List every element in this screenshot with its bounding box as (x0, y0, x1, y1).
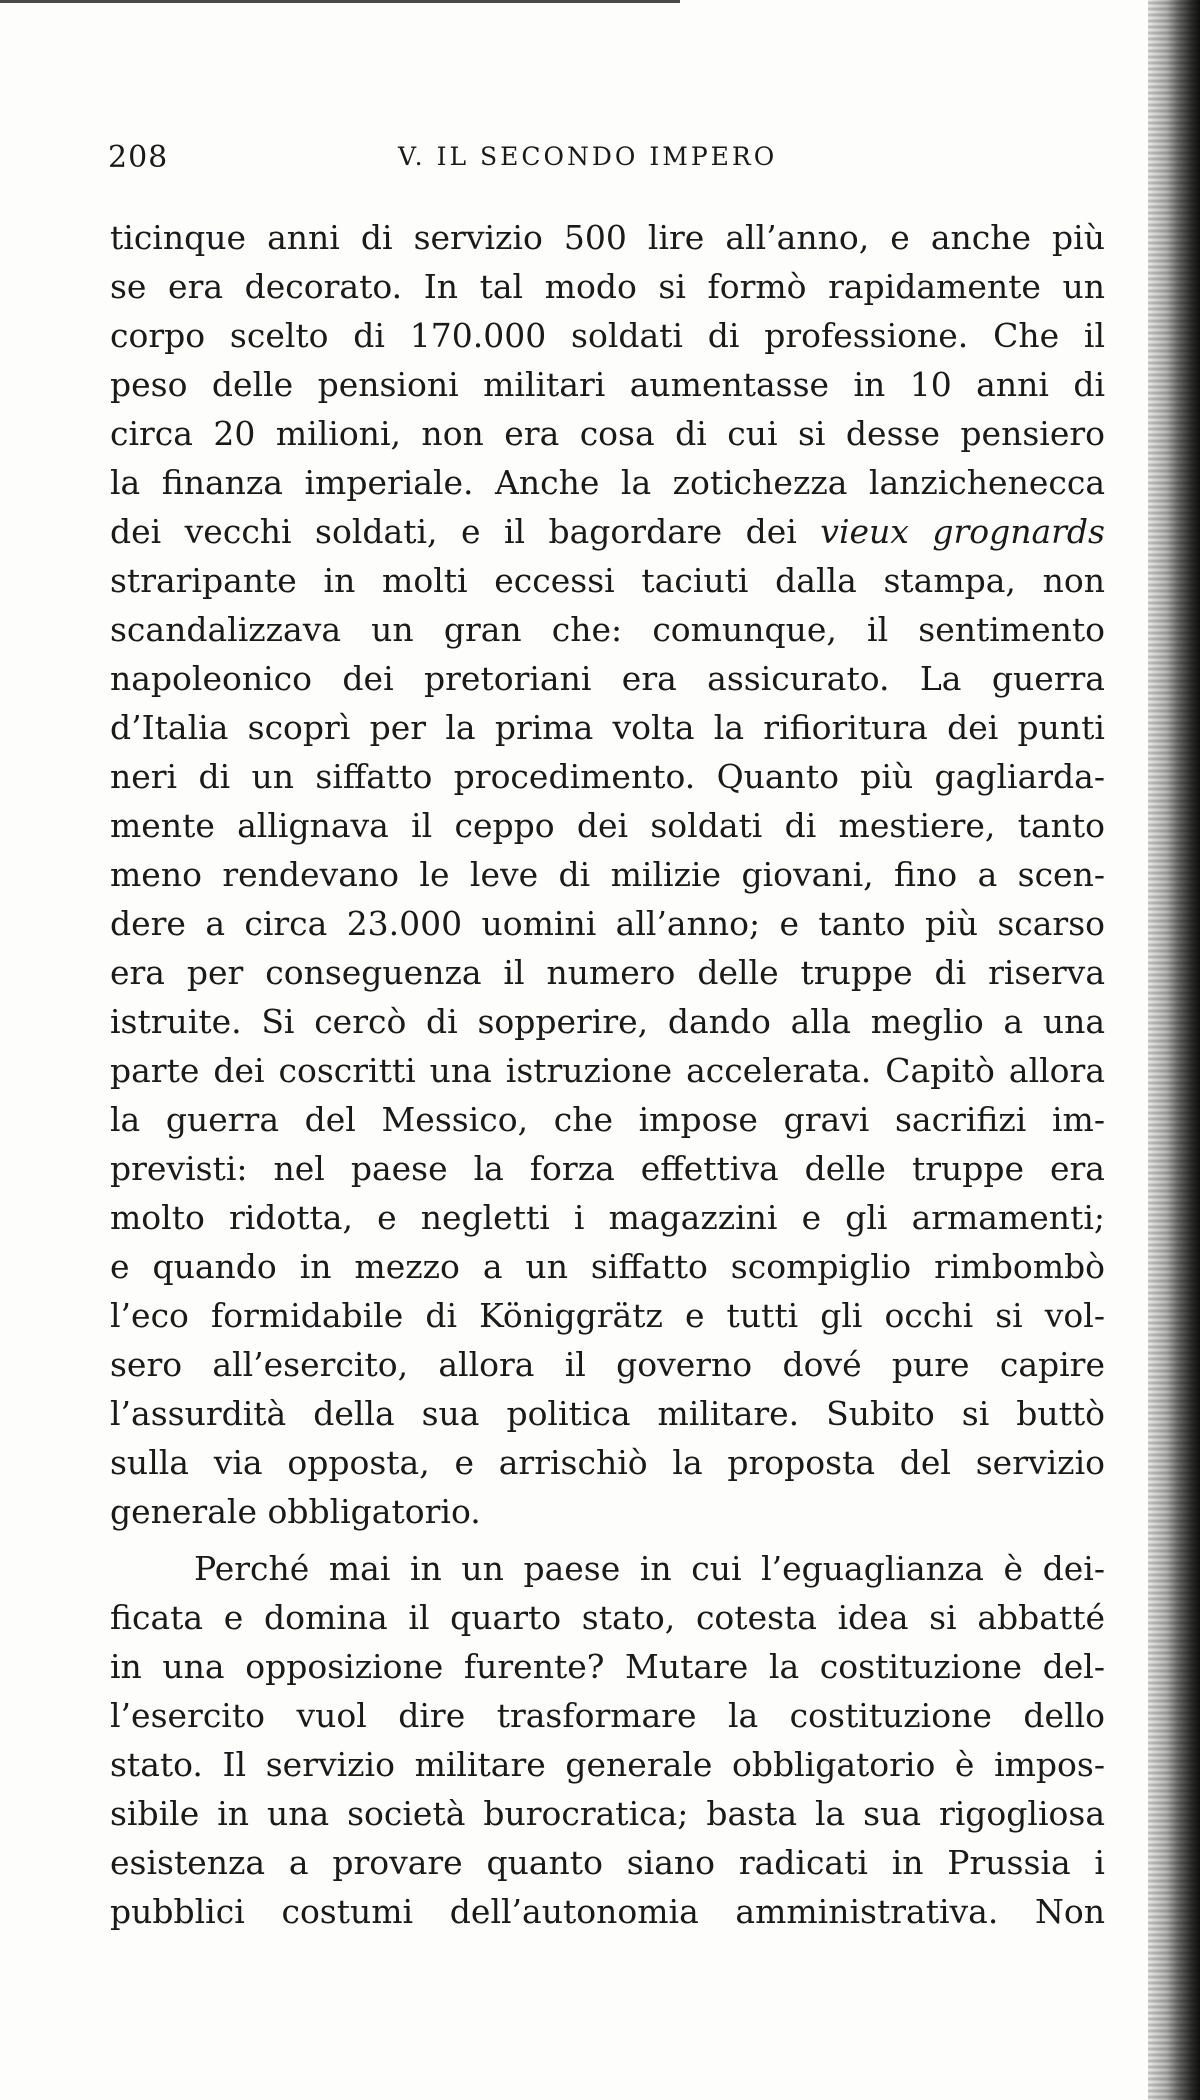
text-line: in una opposizione furente? Mutare la costituzione del- (110, 1647, 1105, 1686)
italic-phrase: vieux grognards (820, 512, 1105, 551)
text-line: d’Italia scoprì per la prima volta la rifioritura dei punti (110, 708, 1105, 747)
text-line: la finanza imperiale. Anche la zotichezza lanzichenecca (110, 463, 1105, 502)
text-line: e quando in mezzo a un siffatto scompiglio rimbombò (110, 1247, 1105, 1286)
text-line: sero all’esercito, allora il governo dové pure capire (110, 1345, 1105, 1384)
text-line: generale obbligatorio. (110, 1492, 481, 1531)
text-line: istruite. Si cercò di sopperire, dando alla meglio a una (110, 1002, 1105, 1041)
body-text (110, 213, 1105, 1936)
text-line-with-italic (110, 507, 1105, 556)
text-line: corpo scelto di 170.000 soldati di professione. Che il (110, 316, 1105, 355)
text-line: la guerra del Messico, che impose gravi sacrifizi im- (110, 1100, 1105, 1139)
text-line: stato. Il servizio militare generale obbligatorio è impos- (110, 1745, 1105, 1784)
text-line: sibile in una società burocratica; basta la sua rigogliosa (110, 1794, 1105, 1833)
text-line: molto ridotta, e negletti i magazzini e gli armamenti; (110, 1198, 1105, 1237)
running-head: V. IL SECONDO IMPERO (398, 142, 778, 171)
page-number: 208 (108, 140, 169, 175)
paragraph-gap (110, 1536, 1105, 1544)
text-line: se era decorato. In tal modo si formò rapidamente un (110, 267, 1105, 306)
text-line: l’eco formidabile di Königgrätz e tutti gli occhi si vol- (110, 1296, 1105, 1335)
text-line: l’assurdità della sua politica militare. Subito si buttò (110, 1394, 1105, 1433)
text-line: parte dei coscritti una istruzione accelerata. Capitò allora (110, 1051, 1105, 1090)
text-line: straripante in molti eccessi taciuti dalla stampa, non (110, 561, 1105, 600)
text-line: dere a circa 23.000 uomini all’anno; e tanto più scarso (110, 904, 1105, 943)
page-header (108, 140, 1108, 180)
text-line: meno rendevano le leve di milizie giovani, fino a scen- (110, 855, 1105, 894)
text-line: circa 20 milioni, non era cosa di cui si desse pensiero (110, 414, 1105, 453)
text-line: peso delle pensioni militari aumentasse in 10 anni di (110, 365, 1105, 404)
paragraph-2 (110, 1544, 1105, 1936)
text-line: ficata e domina il quarto stato, cotesta idea si abbatté (110, 1598, 1105, 1637)
scan-binding-edge (1148, 0, 1200, 2100)
paragraph-1 (110, 213, 1105, 1536)
text-line: esistenza a provare quanto siano radicati in Prussia i (110, 1843, 1105, 1882)
text-line: previsti: nel paese la forza effettiva delle truppe era (110, 1149, 1105, 1188)
text-line: era per conseguenza il numero delle truppe di riserva (110, 953, 1105, 992)
text-line: neri di un siffatto procedimento. Quanto più gagliarda- (110, 757, 1105, 796)
text-line: ticinque anni di servizio 500 lire all’anno, e anche più (110, 218, 1105, 257)
text-segment: dei vecchi soldati, e il bagordare dei (110, 512, 797, 551)
text-line: sulla via opposta, e arrischiò la proposta del servizio (110, 1443, 1105, 1482)
text-line: napoleonico dei pretoriani era assicurato. La guerra (110, 659, 1105, 698)
text-line: mente allignava il ceppo dei soldati di mestiere, tanto (110, 806, 1105, 845)
text-line: pubblici costumi dell’autonomia amministrativa. Non (110, 1892, 1105, 1931)
text-line: l’esercito vuol dire trasformare la costituzione dello (110, 1696, 1105, 1735)
text-line: scandalizzava un gran che: comunque, il sentimento (110, 610, 1105, 649)
scan-top-edge (0, 0, 680, 3)
text-line: Perché mai in un paese in cui l’eguaglianza è dei- (194, 1549, 1105, 1588)
